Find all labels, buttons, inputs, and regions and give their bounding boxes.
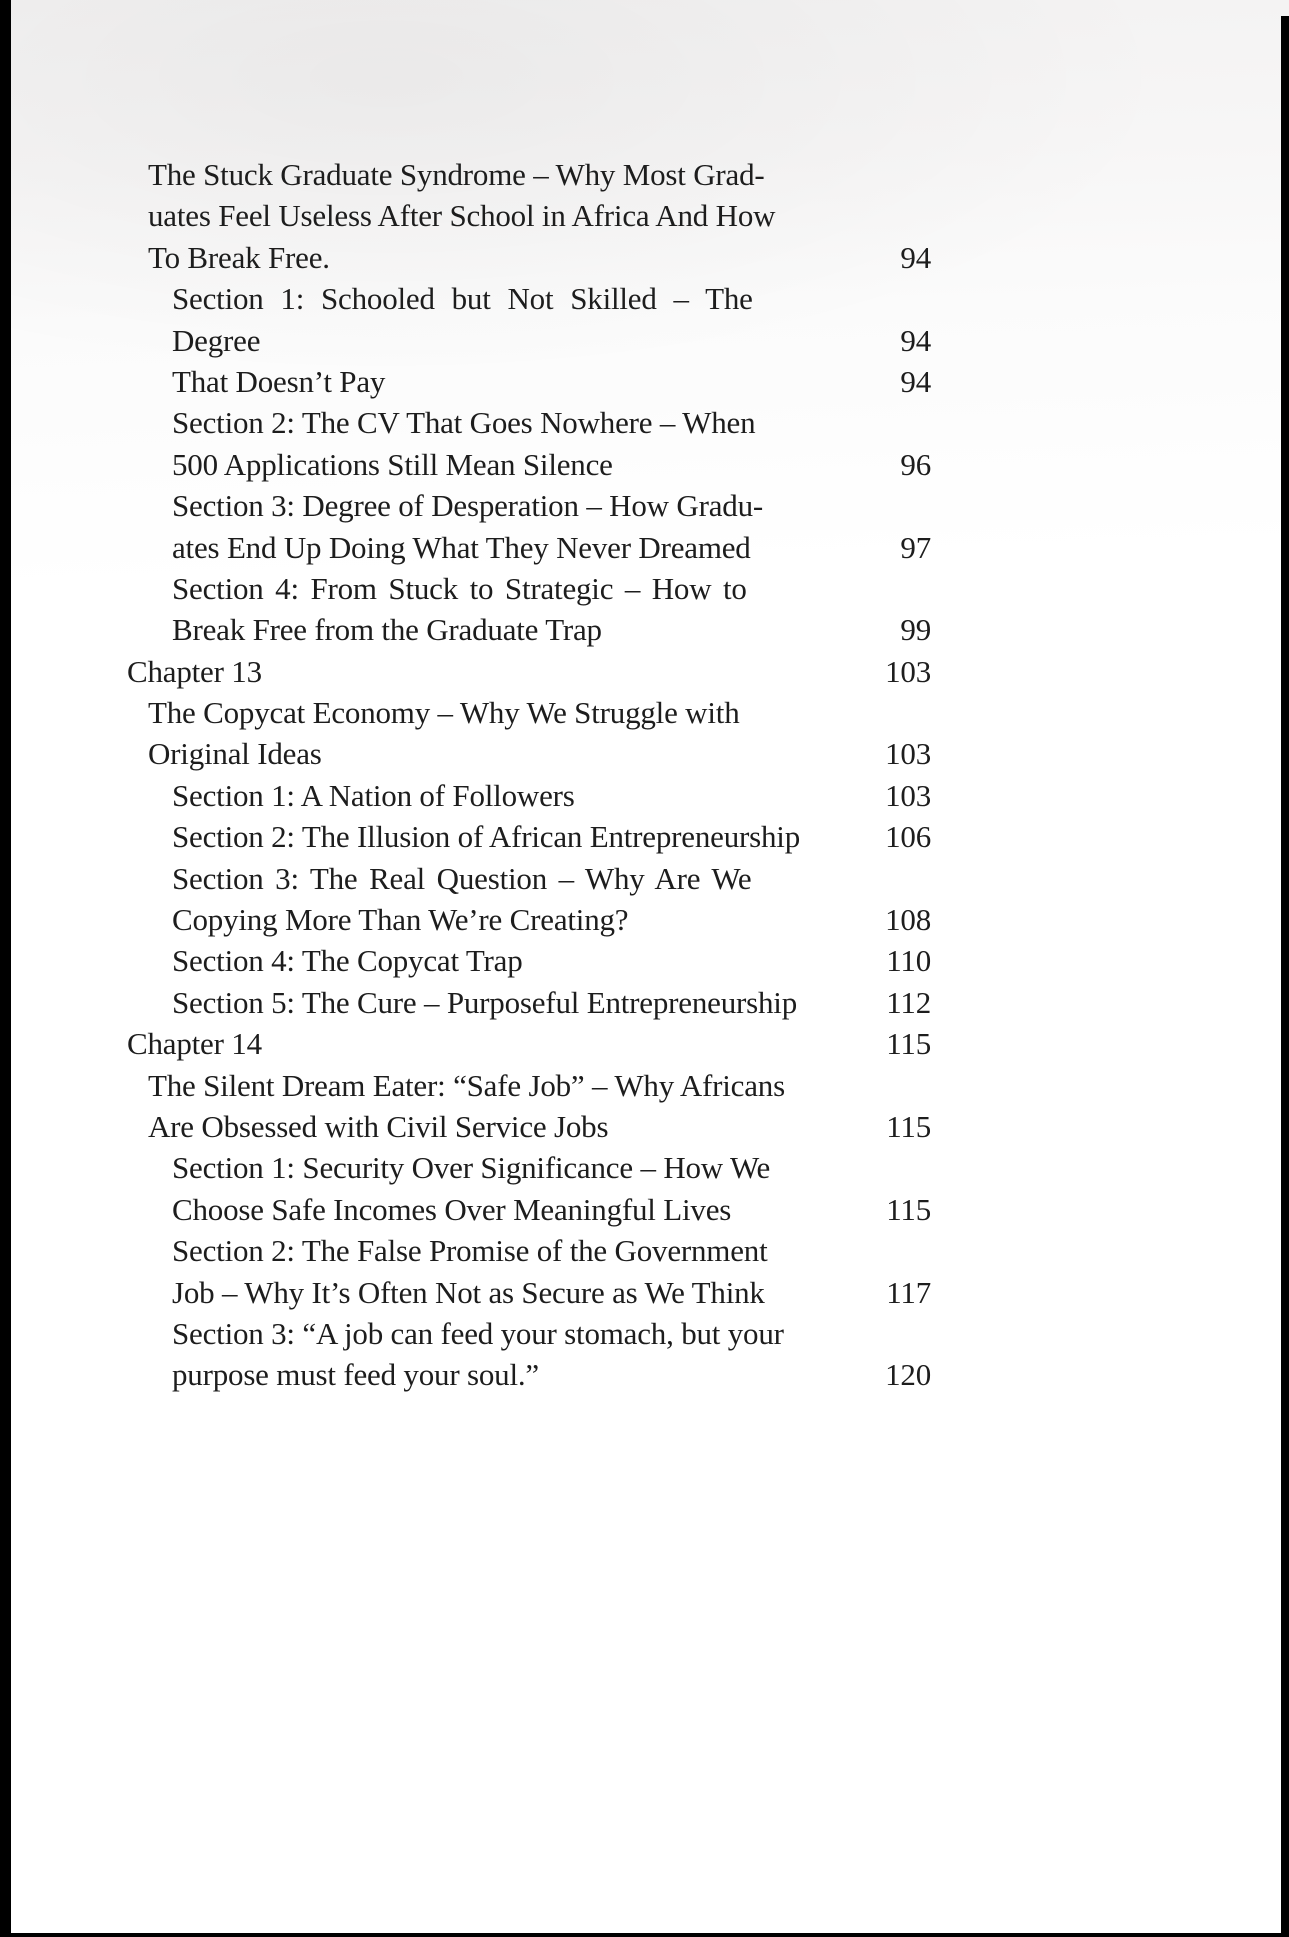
toc-line-text: purpose must feed your soul.” xyxy=(172,1357,539,1393)
toc-line-text: Section 2: The Illusion of African Entrepreneurship xyxy=(172,819,801,855)
toc-line-text: Original Ideas xyxy=(148,736,322,772)
toc-line xyxy=(127,692,931,733)
toc-line xyxy=(127,444,931,485)
toc-line-text: Section 2: The CV That Goes Nowhere – When xyxy=(172,405,756,441)
toc-line-text: To Break Free. xyxy=(148,239,330,275)
toc-line xyxy=(127,775,931,816)
toc-line xyxy=(127,237,931,278)
toc-line-text: Section 4: From Stuck to Strategic – How to xyxy=(172,570,747,606)
toc-page-number: 94 xyxy=(900,239,931,275)
toc-page-number: 96 xyxy=(900,446,931,482)
toc-page-number: 117 xyxy=(886,1274,931,1310)
toc-line-text: Section 3: Degree of Desperation – How Gradu- xyxy=(172,488,764,524)
left-edge-bar xyxy=(0,0,11,1937)
toc-line-text: Chapter 13 xyxy=(127,653,262,689)
toc-page-number: 94 xyxy=(900,322,931,358)
toc-line xyxy=(127,195,931,236)
toc-line xyxy=(127,1272,931,1313)
toc-line-text: Section 5: The Cure – Purposeful Entrepreneurship xyxy=(172,984,797,1020)
toc-line xyxy=(127,940,931,981)
toc-line xyxy=(127,320,931,361)
toc-line-text: Section 2: The False Promise of the Government xyxy=(172,1233,768,1269)
toc-line-text: Degree xyxy=(172,322,261,358)
toc-line-text: The Copycat Economy – Why We Struggle with xyxy=(148,695,740,731)
toc-line-text: Section 1: Schooled but Not Skilled – The xyxy=(172,281,753,317)
toc-line xyxy=(127,402,931,443)
toc-line xyxy=(127,982,931,1023)
toc-line-text: Choose Safe Incomes Over Meaningful Lives xyxy=(172,1191,732,1227)
toc-page-number: 106 xyxy=(885,819,931,855)
bottom-edge-bar xyxy=(0,1933,1289,1937)
toc-line-text: Section 1: A Nation of Followers xyxy=(172,777,575,813)
toc-line-text: 500 Applications Still Mean Silence xyxy=(172,446,613,482)
toc-line xyxy=(127,361,931,402)
toc-line xyxy=(127,609,931,650)
toc-line-text: Section 3: The Real Question – Why Are We xyxy=(172,860,752,896)
toc-page-number: 99 xyxy=(900,612,931,648)
toc-line xyxy=(127,1147,931,1188)
toc-line-text: Job – Why It’s Often Not as Secure as We Think xyxy=(172,1274,765,1310)
toc-line xyxy=(127,816,931,857)
table-of-contents xyxy=(127,154,931,1396)
toc-line xyxy=(127,1106,931,1147)
toc-line-text: Are Obsessed with Civil Service Jobs xyxy=(148,1108,609,1144)
toc-page-number: 94 xyxy=(900,363,931,399)
toc-page-number: 103 xyxy=(885,736,931,772)
toc-page-number: 103 xyxy=(885,777,931,813)
toc-line-text: Chapter 14 xyxy=(127,1026,262,1062)
toc-line xyxy=(127,485,931,526)
toc-line xyxy=(127,1023,931,1064)
toc-line xyxy=(127,1354,931,1395)
toc-line xyxy=(127,899,931,940)
right-edge-bar xyxy=(1281,16,1289,1937)
toc-line-text: Copying More Than We’re Creating? xyxy=(172,902,629,938)
toc-line-text: That Doesn’t Pay xyxy=(172,363,386,399)
toc-page-number: 108 xyxy=(885,902,931,938)
toc-line-text: Section 3: “A job can feed your stomach, but your xyxy=(172,1315,784,1351)
toc-page-number: 112 xyxy=(886,984,931,1020)
toc-line xyxy=(127,1230,931,1271)
toc-line xyxy=(127,1189,931,1230)
toc-page-number: 115 xyxy=(886,1026,931,1062)
toc-line xyxy=(127,154,931,195)
toc-line-text: uates Feel Useless After School in Africa And How xyxy=(148,198,776,234)
toc-line-text: Break Free from the Graduate Trap xyxy=(172,612,602,648)
toc-line-text: Section 1: Security Over Significance – How We xyxy=(172,1150,771,1186)
toc-line xyxy=(127,651,931,692)
toc-line-text: ates End Up Doing What They Never Dreamed xyxy=(172,529,751,565)
toc-line-text: The Silent Dream Eater: “Safe Job” – Why Africans xyxy=(148,1067,785,1103)
toc-line xyxy=(127,527,931,568)
toc-line xyxy=(127,733,931,774)
toc-line xyxy=(127,858,931,899)
toc-line xyxy=(127,568,931,609)
toc-line xyxy=(127,1065,931,1106)
toc-page-number: 115 xyxy=(886,1108,931,1144)
toc-line-text: Section 4: The Copycat Trap xyxy=(172,943,523,979)
toc-line xyxy=(127,1313,931,1354)
toc-line xyxy=(127,278,931,319)
toc-page-number: 120 xyxy=(885,1357,931,1393)
toc-page-number: 115 xyxy=(886,1191,931,1227)
toc-page-number: 110 xyxy=(886,943,931,979)
toc-page-number: 97 xyxy=(900,529,931,565)
toc-line-text: The Stuck Graduate Syndrome – Why Most Grad- xyxy=(148,157,765,192)
toc-page-number: 103 xyxy=(885,653,931,689)
